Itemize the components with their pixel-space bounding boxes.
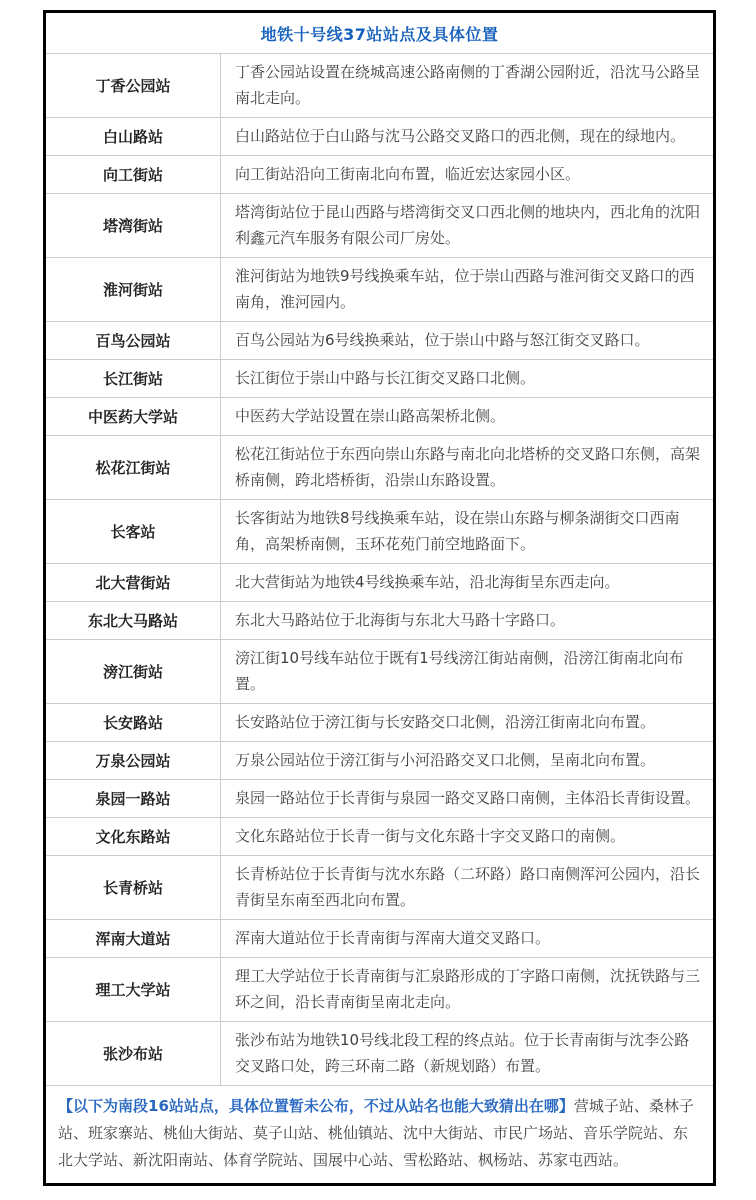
station-name: 浑南大道站 [46, 920, 221, 957]
station-row [46, 360, 713, 398]
station-row [46, 436, 713, 500]
station-description: 淮河街站为地铁9号线换乘车站，位于崇山西路与淮河街交叉路口的西南角，淮河园内。 [235, 267, 695, 311]
station-description: 文化东路站位于长青一街与文化东路十字交叉路口的南侧。 [235, 827, 626, 845]
station-description: 中医药大学站设置在崇山路高架桥北侧。 [235, 407, 506, 425]
station-name: 长青桥站 [46, 856, 221, 919]
station-row [46, 602, 713, 640]
station-name: 东北大马路站 [46, 602, 221, 639]
station-name: 松花江街站 [46, 436, 221, 499]
station-row [46, 640, 713, 704]
station-description: 长青桥站位于长青街与沈水东路（二环路）路口南侧浑河公园内，沿长青街呈东南至西北向布置。 [235, 865, 701, 909]
station-name: 丁香公园站 [46, 54, 221, 117]
station-name: 长安路站 [46, 704, 221, 741]
station-description: 北大营街站为地铁4号线换乘车站，沿北海街呈东西走向。 [235, 573, 620, 591]
station-description: 泉园一路站位于长青街与泉园一路交叉路口南侧，主体沿长青街设置。 [235, 789, 701, 807]
station-name: 理工大学站 [46, 958, 221, 1021]
south-section-note [46, 1086, 713, 1183]
table-title: 地铁十号线37站站点及具体位置 [46, 13, 713, 54]
station-row [46, 194, 713, 258]
station-row [46, 958, 713, 1022]
station-row [46, 500, 713, 564]
station-name: 滂江街站 [46, 640, 221, 703]
line10-station-table [43, 10, 716, 1186]
station-row [46, 322, 713, 360]
station-row [46, 156, 713, 194]
station-description: 理工大学站位于长青南街与汇泉路形成的丁字路口南侧，沈抚铁路与三环之间，沿长青南街呈南北走向。 [235, 967, 701, 1011]
station-description: 长江街位于崇山中路与长江街交叉路口北侧。 [235, 369, 536, 387]
station-description: 白山路站位于白山路与沈马公路交叉路口的西北侧，现在的绿地内。 [235, 127, 686, 145]
station-description: 向工街站沿向工街南北向布置，临近宏达家园小区。 [235, 165, 581, 183]
station-description: 塔湾街站位于昆山西路与塔湾街交叉口西北侧的地块内，西北角的沈阳利鑫元汽车服务有限公司厂房处。 [235, 203, 701, 247]
station-row [46, 118, 713, 156]
station-description: 松花江街站位于东西向崇山东路与南北向北塔桥的交叉路口东侧，高架桥南侧，跨北塔桥街，沿崇山东路设置。 [235, 445, 701, 489]
station-description: 滂江街10号线车站位于既有1号线滂江街站南侧，沿滂江街南北向布置。 [235, 649, 684, 693]
station-name: 白山路站 [46, 118, 221, 155]
station-row [46, 398, 713, 436]
station-name: 淮河街站 [46, 258, 221, 321]
station-name: 塔湾街站 [46, 194, 221, 257]
station-description: 长客街站为地铁8号线换乘车站，设在崇山东路与柳条湖街交口西南角，高架桥南侧，玉环花苑门前空地路面下。 [235, 509, 680, 553]
station-name: 泉园一路站 [46, 780, 221, 817]
station-description: 百鸟公园站为6号线换乘站，位于崇山中路与怒江街交叉路口。 [235, 331, 650, 349]
station-description: 东北大马路站位于北海街与东北大马路十字路口。 [235, 611, 566, 629]
station-row [46, 742, 713, 780]
station-row [46, 920, 713, 958]
station-row [46, 704, 713, 742]
station-description: 长安路站位于滂江街与长安路交口北侧，沿滂江街南北向布置。 [235, 713, 656, 731]
note-highlight: 【以下为南段16站站点，具体位置暂未公布，不过从站名也能大致猜出在哪】 [58, 1097, 574, 1115]
station-name: 万泉公园站 [46, 742, 221, 779]
station-description: 张沙布站为地铁10号线北段工程的终点站。位于长青南街与沈李公路交叉路口处，跨三环南二路（新规划路）布置。 [235, 1031, 690, 1075]
station-name: 长客站 [46, 500, 221, 563]
station-name: 长江街站 [46, 360, 221, 397]
station-description: 万泉公园站位于滂江街与小河沿路交叉口北侧，呈南北向布置。 [235, 751, 656, 769]
station-name: 文化东路站 [46, 818, 221, 855]
station-row [46, 54, 713, 118]
station-row [46, 856, 713, 920]
station-name: 中医药大学站 [46, 398, 221, 435]
station-name: 向工街站 [46, 156, 221, 193]
station-description: 浑南大道站位于长青南街与浑南大道交叉路口。 [235, 929, 551, 947]
station-row [46, 818, 713, 856]
station-row [46, 564, 713, 602]
station-row [46, 780, 713, 818]
station-row [46, 1022, 713, 1086]
station-rows [46, 54, 713, 1086]
station-row [46, 258, 713, 322]
station-name: 张沙布站 [46, 1022, 221, 1085]
station-name: 北大营街站 [46, 564, 221, 601]
station-name: 百鸟公园站 [46, 322, 221, 359]
station-description: 丁香公园站设置在绕城高速公路南侧的丁香湖公园附近，沿沈马公路呈南北走向。 [235, 63, 701, 107]
note-body: 营城子站、桑林子站、班家寨站、桃仙大街站、莫子山站、桃仙镇站、沈中大街站、市民广场站、音乐学院站、东北大学站、新沈阳南站、体育学院站、国展中心站、雪松路站、枫杨站、苏家屯西站。 [58, 1097, 694, 1169]
